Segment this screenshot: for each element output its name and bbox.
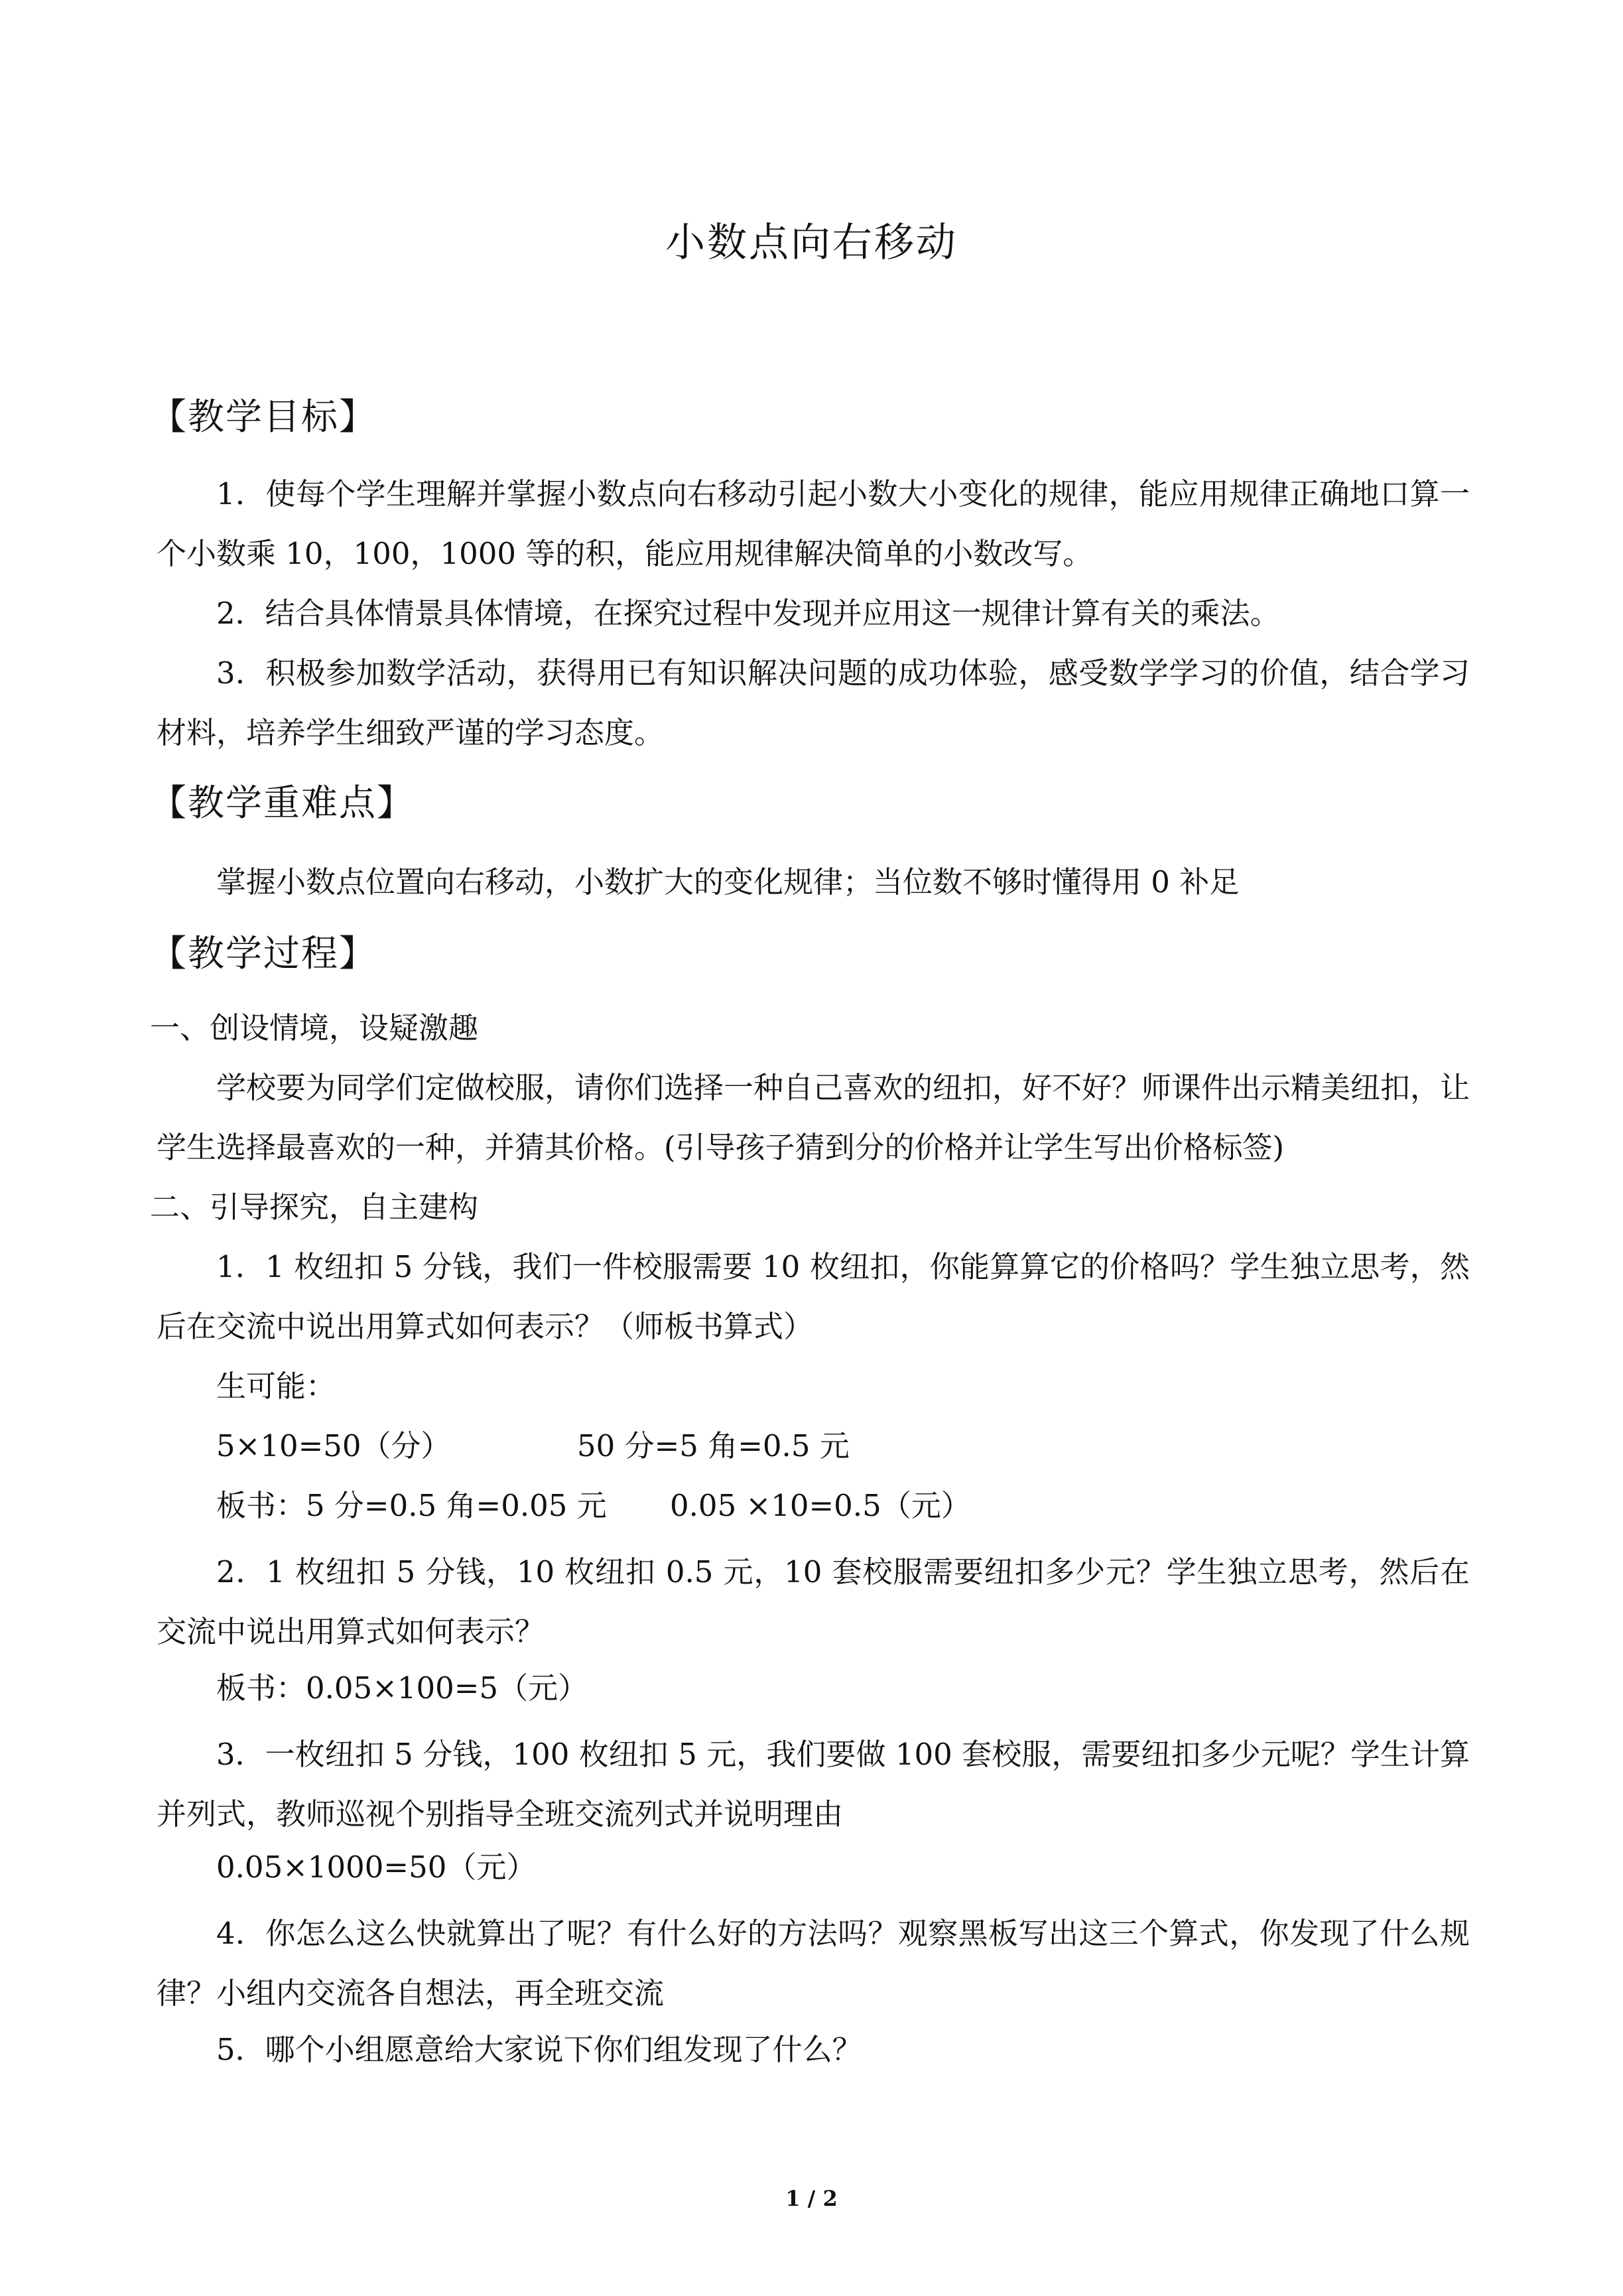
step1-text: 1．1 枚纽扣 5 分钱，我们一件校服需要 10 枚纽扣，你能算算它的价格吗？学生独立思考，然后在交流中说出用算式如何表示？（师板书算式） xyxy=(157,1249,1470,1344)
part1-text: 学校要为同学们定做校服，请你们选择一种自己喜欢的纽扣，好不好？师课件出示精美纽扣，让学生选择最喜欢的一种，并猜其价格。(引导孩子猜到分的价格并让学生写出价格标签) xyxy=(157,1070,1470,1165)
step2-board: 板书：0.05×100=5（元） xyxy=(216,1670,588,1706)
step1-possible: 生可能： xyxy=(216,1369,336,1404)
objective-3: 3．积极参加数学活动，获得用已有知识解决问题的成功体验，感受数学学习的价值，结合学习材料，培养学生细致严谨的学习态度。 xyxy=(157,655,1470,750)
objective-2: 2．结合具体情景具体情境，在探究过程中发现并应用这一规律计算有关的乘法。 xyxy=(216,596,1280,631)
step1-equation-b: 50 分=5 角=0.5 元 xyxy=(577,1428,850,1463)
step2-text: 2．1 枚纽扣 5 分钱，10 枚纽扣 0.5 元，10 套校服需要纽扣多少元？学生独立思考，然后在交流中说出用算式如何表示？ xyxy=(157,1554,1470,1649)
step1-board-b: 0.05 ×10=0.5（元） xyxy=(670,1488,971,1523)
objectives-heading: 【教学目标】 xyxy=(150,395,377,438)
process-heading: 【教学过程】 xyxy=(150,932,377,975)
step3-text: 3．一枚纽扣 5 分钱，100 枚纽扣 5 元，我们要做 100 套校服，需要纽扣多少元呢？学生计算并列式，教师巡视个别指导全班交流列式并说明理由 xyxy=(157,1737,1470,1832)
step1-equation-a: 5×10=50（分） xyxy=(216,1428,451,1463)
part1-heading: 一、创设情境，设疑激趣 xyxy=(150,1010,479,1046)
part2-heading: 二、引导探究，自主建构 xyxy=(150,1189,479,1225)
keypoints-text: 掌握小数点位置向右移动，小数扩大的变化规律；当位数不够时懂得用 0 补足 xyxy=(216,864,1240,900)
objective-1: 1．使每个学生理解并掌握小数点向右移动引起小数大小变化的规律，能应用规律正确地口算一个小数乘 10，100，1000 等的积，能应用规律解决简单的小数改写。 xyxy=(157,476,1470,571)
step4-text: 4．你怎么这么快就算出了呢？有什么好的方法吗？观察黑板写出这三个算式，你发现了什么规律？小组内交流各自想法，再全班交流 xyxy=(157,1916,1470,2011)
step1-board-a: 板书：5 分=0.5 角=0.05 元 xyxy=(216,1488,607,1523)
page-number: 1 / 2 xyxy=(785,2186,838,2211)
step3-equation: 0.05×1000=50（元） xyxy=(216,1850,537,1885)
keypoints-heading: 【教学重难点】 xyxy=(150,781,415,824)
step5-text: 5．哪个小组愿意给大家说下你们组发现了什么？ xyxy=(216,2032,862,2067)
page-title: 小数点向右移动 xyxy=(665,220,958,266)
